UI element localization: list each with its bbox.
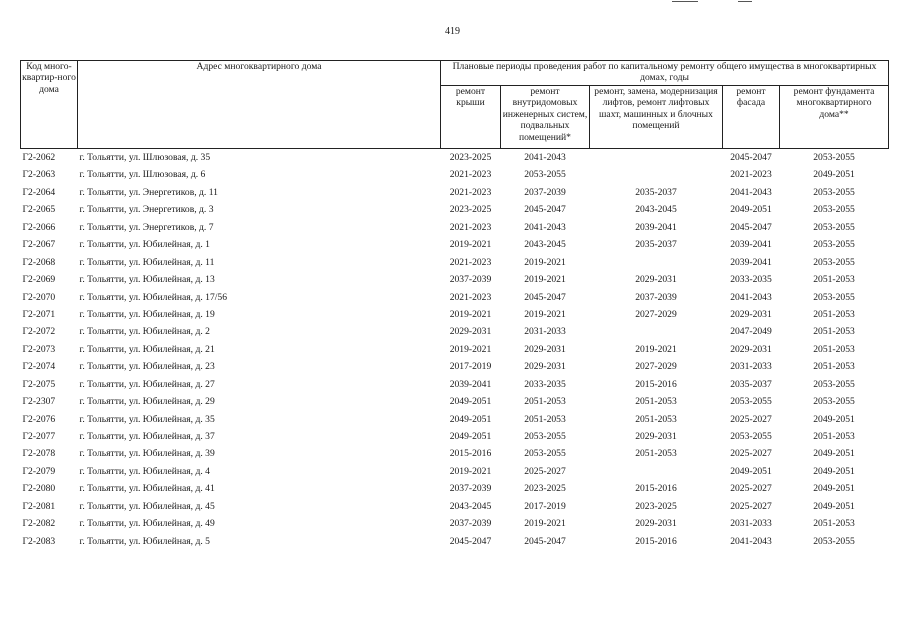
cell-address: г. Тольятти, ул. Юбилейная, д. 45 [79, 500, 215, 512]
scan-mark-left [672, 1, 698, 2]
table-row [21, 201, 889, 218]
cell-systems: 2023-2025 [524, 483, 566, 495]
cell-foundation: 2051-2053 [813, 431, 855, 443]
cell-systems: 2025-2027 [524, 465, 566, 477]
cell-roof: 2049-2051 [449, 431, 492, 443]
cell-code: Г2-2081 [22, 500, 56, 512]
cell-elevators [590, 149, 723, 167]
cell-address: г. Тольятти, ул. Юбилейная, д. 29 [79, 396, 215, 408]
cell-roof: 2021-2023 [449, 256, 492, 268]
cell-elevators: 2035-2037 [635, 186, 677, 198]
table-row [21, 533, 889, 550]
cell-code: Г2-2062 [22, 152, 56, 164]
cell-address: г. Тольятти, ул. Юбилейная, д. 13 [79, 274, 215, 286]
cell-systems: 2019-2021 [524, 274, 566, 286]
header-periods: Плановые периоды проведения работ по капитальному ремонту общего имущества в многоквартирных домах, годы [441, 61, 889, 86]
cell-code: Г2-2076 [22, 413, 56, 425]
cell-address: г. Тольятти, ул. Юбилейная, д. 49 [79, 518, 215, 530]
header-facade: ремонт фасада [723, 86, 780, 149]
cell-elevators: 2019-2021 [635, 343, 677, 355]
cell-address: г. Тольятти, ул. Юбилейная, д. 23 [79, 361, 215, 373]
cell-roof: 2019-2021 [449, 465, 492, 477]
cell-roof: 2019-2021 [449, 308, 492, 320]
cell-roof: 2021-2023 [449, 186, 492, 198]
cell-roof: 2017-2019 [449, 361, 492, 373]
table-row [21, 166, 889, 183]
cell-systems: 2045-2047 [524, 204, 566, 216]
header-foundation: ремонт фундамента многоквартирного дома** [780, 86, 889, 149]
cell-foundation: 2051-2053 [813, 274, 855, 286]
cell-foundation: 2053-2055 [813, 535, 855, 547]
table-row [21, 271, 889, 288]
cell-code: Г2-2071 [22, 308, 56, 320]
cell-elevators [590, 254, 723, 271]
cell-facade: 2039-2041 [730, 256, 772, 268]
cell-code: Г2-2080 [22, 483, 56, 495]
cell-address: г. Тольятти, ул. Юбилейная, д. 5 [79, 535, 210, 547]
table-row [21, 184, 889, 201]
cell-elevators: 2051-2053 [635, 448, 677, 460]
cell-address: г. Тольятти, ул. Юбилейная, д. 41 [79, 483, 215, 495]
cell-address: г. Тольятти, ул. Юбилейная, д. 27 [79, 378, 215, 390]
header-roof: ремонт крыши [441, 86, 501, 149]
cell-code: Г2-2063 [22, 169, 56, 181]
cell-address: г. Тольятти, ул. Шлюзовая, д. 35 [79, 152, 211, 164]
cell-systems: 2037-2039 [524, 186, 566, 198]
cell-code: Г2-2065 [22, 204, 56, 216]
scan-mark-right [738, 1, 752, 2]
cell-code: Г2-2078 [22, 448, 56, 460]
cell-roof: 2019-2021 [449, 239, 492, 251]
cell-address: г. Тольятти, ул. Юбилейная, д. 17/56 [79, 291, 227, 303]
cell-roof: 2021-2023 [449, 221, 492, 233]
cell-systems: 2031-2033 [524, 326, 566, 338]
cell-code: Г2-2069 [22, 274, 56, 286]
cell-foundation: 2053-2055 [813, 256, 855, 268]
table-row [21, 341, 889, 358]
cell-foundation: 2049-2051 [813, 483, 855, 495]
cell-foundation: 2049-2051 [813, 169, 855, 181]
cell-address: г. Тольятти, ул. Шлюзовая, д. 6 [79, 169, 206, 181]
cell-roof: 2049-2051 [449, 396, 492, 408]
cell-code: Г2-2073 [22, 343, 56, 355]
cell-elevators: 2027-2029 [635, 308, 677, 320]
cell-facade: 2035-2037 [730, 378, 772, 390]
cell-elevators [590, 463, 723, 480]
cell-facade: 2025-2027 [730, 413, 772, 425]
capital-repair-table [20, 60, 889, 550]
cell-foundation: 2051-2053 [813, 308, 855, 320]
cell-address: г. Тольятти, ул. Юбилейная, д. 21 [79, 343, 215, 355]
cell-code: Г2-2066 [22, 221, 56, 233]
cell-elevators: 2027-2029 [635, 361, 677, 373]
cell-roof: 2029-2031 [449, 326, 492, 338]
cell-facade: 2039-2041 [730, 239, 772, 251]
cell-systems: 2053-2055 [524, 169, 566, 181]
cell-code: Г2-2079 [22, 465, 56, 477]
table-row [21, 236, 889, 253]
cell-elevators: 2023-2025 [635, 500, 677, 512]
cell-facade: 2031-2033 [730, 518, 772, 530]
cell-address: г. Тольятти, ул. Юбилейная, д. 4 [79, 465, 210, 477]
cell-foundation: 2051-2053 [813, 326, 855, 338]
cell-systems: 2029-2031 [524, 361, 566, 373]
cell-facade: 2045-2047 [730, 152, 772, 164]
cell-systems: 2051-2053 [524, 413, 566, 425]
cell-address: г. Тольятти, ул. Юбилейная, д. 2 [79, 326, 210, 338]
cell-facade: 2033-2035 [730, 274, 772, 286]
cell-facade: 2041-2043 [730, 535, 772, 547]
cell-roof: 2019-2021 [449, 343, 492, 355]
cell-elevators: 2039-2041 [635, 221, 677, 233]
table-row [21, 463, 889, 480]
cell-address: г. Тольятти, ул. Юбилейная, д. 35 [79, 413, 215, 425]
cell-foundation: 2049-2051 [813, 413, 855, 425]
cell-facade: 2053-2055 [730, 396, 772, 408]
cell-foundation: 2053-2055 [813, 186, 855, 198]
cell-foundation: 2051-2053 [813, 361, 855, 373]
cell-systems: 2033-2035 [524, 378, 566, 390]
cell-systems: 2041-2043 [524, 152, 566, 164]
table-row [21, 393, 889, 410]
cell-code: Г2-2074 [22, 361, 56, 373]
table-row [21, 498, 889, 515]
cell-code: Г2-2077 [22, 431, 56, 443]
cell-systems: 2053-2055 [524, 448, 566, 460]
cell-roof: 2045-2047 [449, 535, 492, 547]
cell-facade: 2029-2031 [730, 343, 772, 355]
cell-foundation: 2053-2055 [813, 204, 855, 216]
cell-roof: 2023-2025 [449, 152, 492, 164]
cell-systems: 2041-2043 [524, 221, 566, 233]
cell-address: г. Тольятти, ул. Энергетиков, д. 7 [79, 221, 214, 233]
cell-elevators: 2037-2039 [635, 291, 677, 303]
cell-facade: 2025-2027 [730, 483, 772, 495]
cell-roof: 2015-2016 [449, 448, 492, 460]
cell-address: г. Тольятти, ул. Юбилейная, д. 39 [79, 448, 215, 460]
cell-foundation: 2051-2053 [813, 518, 855, 530]
cell-address: г. Тольятти, ул. Энергетиков, д. 3 [79, 204, 214, 216]
cell-foundation: 2053-2055 [813, 152, 855, 164]
cell-systems: 2019-2021 [524, 308, 566, 320]
cell-elevators: 2015-2016 [635, 483, 677, 495]
cell-roof: 2049-2051 [449, 413, 492, 425]
cell-roof: 2039-2041 [449, 378, 492, 390]
cell-elevators: 2051-2053 [635, 413, 677, 425]
header-systems: ремонт внутридомовых инженерных систем, подвальных помещений* [501, 86, 590, 149]
table-row [21, 445, 889, 462]
table-row [21, 254, 889, 271]
cell-facade: 2031-2033 [730, 361, 772, 373]
table-row [21, 323, 889, 340]
cell-roof: 2021-2023 [449, 291, 492, 303]
cell-roof: 2023-2025 [449, 204, 492, 216]
table-row [21, 358, 889, 375]
cell-foundation: 2053-2055 [813, 291, 855, 303]
cell-systems: 2019-2021 [524, 256, 566, 268]
table-row [21, 219, 889, 236]
cell-systems: 2051-2053 [524, 396, 566, 408]
header-address: Адрес многоквартирного дома [78, 61, 441, 149]
cell-code: Г2-2068 [22, 256, 56, 268]
cell-systems: 2045-2047 [524, 291, 566, 303]
cell-facade: 2049-2051 [730, 204, 772, 216]
cell-elevators: 2029-2031 [635, 274, 677, 286]
cell-facade: 2053-2055 [730, 431, 772, 443]
header-elevators: ремонт, замена, модернизация лифтов, ремонт лифтовых шахт, машинных и блочных помещений [590, 86, 723, 149]
cell-facade: 2041-2043 [730, 186, 772, 198]
cell-roof: 2037-2039 [449, 483, 492, 495]
table-row [21, 515, 889, 532]
cell-foundation: 2053-2055 [813, 239, 855, 251]
table-row [21, 411, 889, 428]
cell-foundation: 2053-2055 [813, 221, 855, 233]
cell-address: г. Тольятти, ул. Юбилейная, д. 1 [79, 239, 210, 251]
cell-elevators: 2051-2053 [635, 396, 677, 408]
cell-foundation: 2049-2051 [813, 500, 855, 512]
cell-code: Г2-2064 [22, 186, 56, 198]
cell-address: г. Тольятти, ул. Энергетиков, д. 11 [79, 186, 218, 198]
cell-code: Г2-2067 [22, 239, 56, 251]
cell-elevators: 2015-2016 [635, 378, 677, 390]
table-row [21, 289, 889, 306]
cell-systems: 2045-2047 [524, 535, 566, 547]
cell-foundation: 2053-2055 [813, 378, 855, 390]
cell-elevators [590, 323, 723, 340]
cell-code: Г2-2082 [22, 518, 56, 530]
cell-facade: 2025-2027 [730, 448, 772, 460]
cell-elevators: 2015-2016 [635, 535, 677, 547]
cell-facade: 2049-2051 [730, 465, 772, 477]
cell-foundation: 2049-2051 [813, 448, 855, 460]
cell-systems: 2019-2021 [524, 518, 566, 530]
cell-facade: 2041-2043 [730, 291, 772, 303]
cell-elevators: 2043-2045 [635, 204, 677, 216]
cell-facade: 2047-2049 [730, 326, 772, 338]
table-row [21, 376, 889, 393]
cell-elevators [590, 166, 723, 183]
cell-facade: 2025-2027 [730, 500, 772, 512]
cell-elevators: 2035-2037 [635, 239, 677, 251]
header-code: Код много-квартир-ного дома [21, 61, 78, 149]
cell-code: Г2-2307 [22, 396, 56, 408]
cell-systems: 2053-2055 [524, 431, 566, 443]
cell-foundation: 2051-2053 [813, 343, 855, 355]
cell-foundation: 2053-2055 [813, 396, 855, 408]
table-row [21, 149, 889, 167]
cell-roof: 2037-2039 [449, 518, 492, 530]
table-body [21, 149, 889, 551]
cell-code: Г2-2075 [22, 378, 56, 390]
cell-address: г. Тольятти, ул. Юбилейная, д. 19 [79, 308, 215, 320]
cell-elevators: 2029-2031 [635, 431, 677, 443]
cell-roof: 2021-2023 [449, 169, 492, 181]
cell-systems: 2029-2031 [524, 343, 566, 355]
cell-code: Г2-2072 [22, 326, 56, 338]
cell-roof: 2037-2039 [449, 274, 492, 286]
cell-systems: 2043-2045 [524, 239, 566, 251]
table-row [21, 480, 889, 497]
table-row [21, 306, 889, 323]
cell-roof: 2043-2045 [449, 500, 492, 512]
cell-address: г. Тольятти, ул. Юбилейная, д. 37 [79, 431, 215, 443]
cell-facade: 2045-2047 [730, 221, 772, 233]
cell-systems: 2017-2019 [524, 500, 566, 512]
cell-facade: 2021-2023 [730, 169, 772, 181]
cell-code: Г2-2070 [22, 291, 56, 303]
cell-code: Г2-2083 [22, 535, 56, 547]
cell-address: г. Тольятти, ул. Юбилейная, д. 11 [79, 256, 215, 268]
cell-elevators: 2029-2031 [635, 518, 677, 530]
table-row [21, 428, 889, 445]
cell-foundation: 2049-2051 [813, 465, 855, 477]
cell-facade: 2029-2031 [730, 308, 772, 320]
page-number: 419 [445, 26, 460, 37]
